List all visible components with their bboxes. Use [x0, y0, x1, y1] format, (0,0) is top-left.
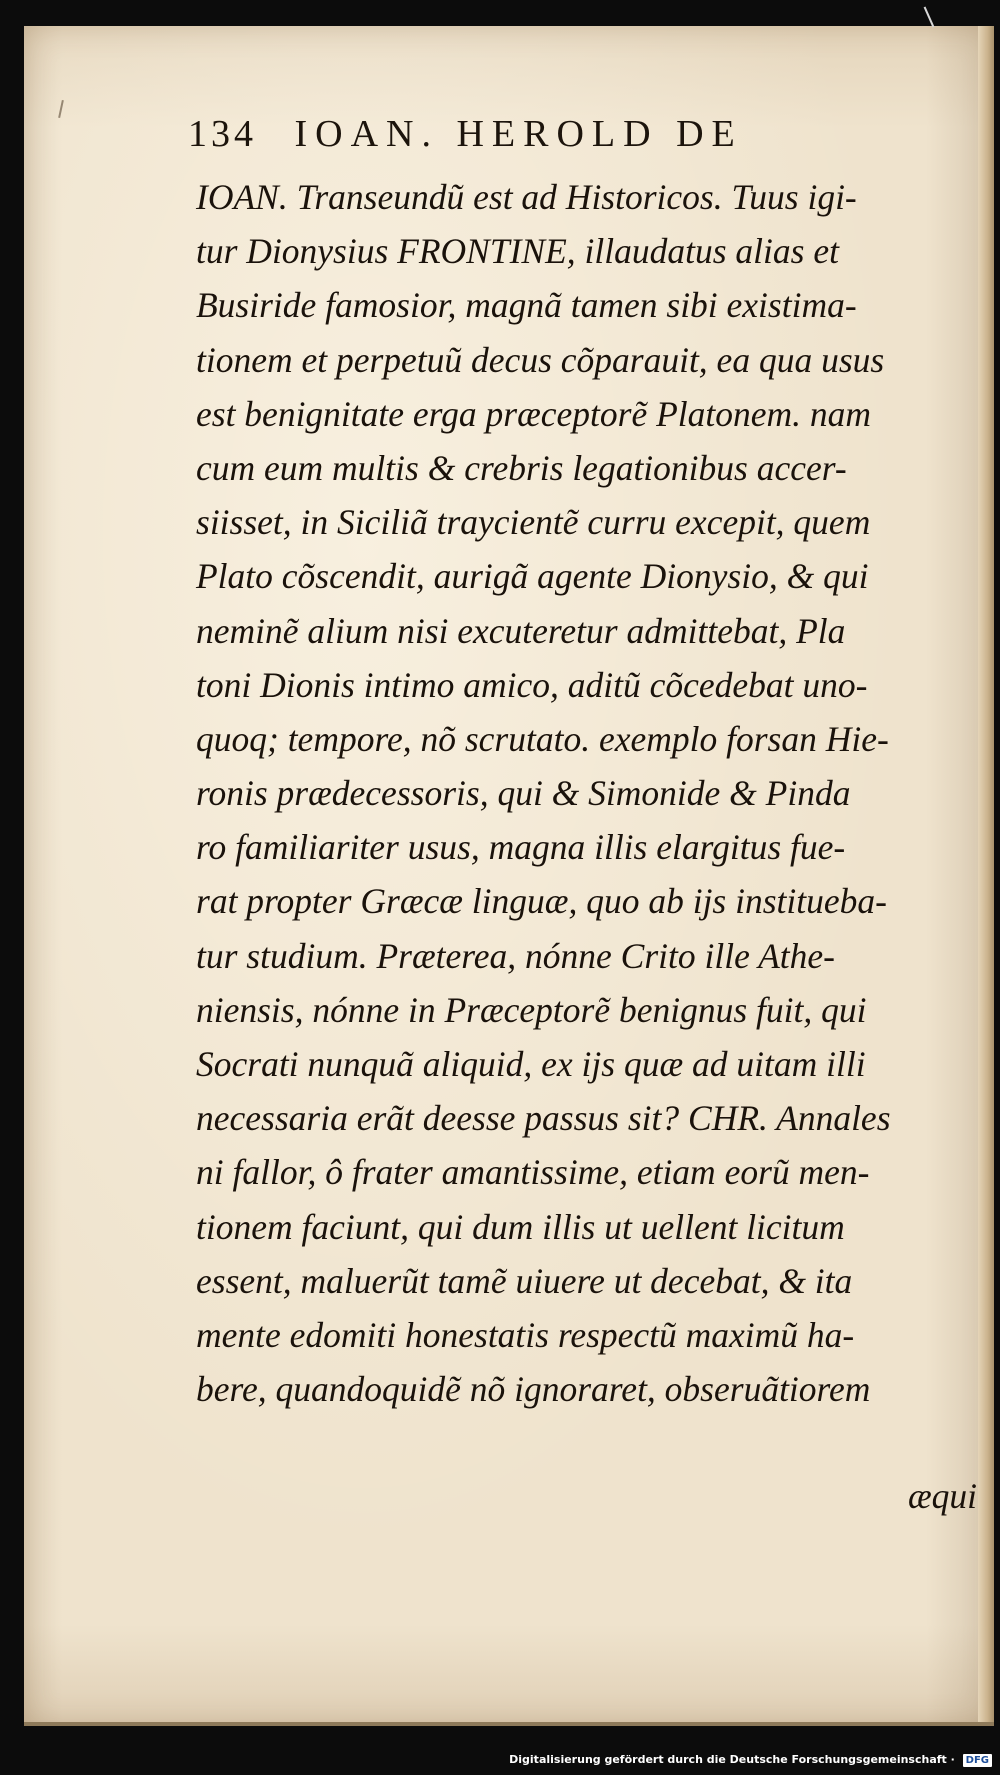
text-line: ro familiariter usus, magna illis elargitus fue-: [196, 827, 846, 868]
text-line: Busiride famosior, magnã tamen sibi existima-: [196, 285, 857, 326]
text-line: IOAN. Transeundũ est ad Historicos. Tuus igi-: [196, 177, 857, 217]
dfg-logo: DFG: [963, 1754, 992, 1767]
text-line: quoq; tempore, nõ scrutato. exemplo forsan Hie-: [196, 718, 889, 759]
text-line: cum eum multis & crebris legationibus accer-: [196, 447, 847, 488]
text-line: bere, quandoquidẽ nõ ignoraret, obseruãtiorem: [196, 1369, 871, 1410]
digitization-credit: [0, 1753, 992, 1767]
text-line: toni Dionis intimo amico, aditũ cõcedebat uno-: [196, 664, 868, 705]
running-head: [188, 112, 888, 160]
page-bottom-edge: [24, 1722, 994, 1726]
text-line: mente edomiti honestatis respectũ maximũ ha-: [196, 1314, 855, 1355]
text-line: est benignitate erga præceptorẽ Platonem. nam: [196, 393, 872, 434]
page-number: 134: [188, 113, 257, 155]
page-edge: [978, 26, 994, 1726]
text-line: tionem et perpetuũ decus cõparauit, ea qua usus: [196, 339, 885, 380]
text-line: tionem faciunt, qui dum illis ut uellent licitum: [196, 1206, 845, 1247]
running-head-title: IOAN. HEROLD DE: [294, 113, 743, 155]
text-line: neminẽ alium nisi excuteretur admittebat, Pla: [196, 610, 846, 651]
text-line: Socrati nunquã aliquid, ex ijs quæ ad uitam illi: [196, 1044, 866, 1084]
text-line: Plato cõscendit, aurigã agente Dionysio, & qui: [196, 556, 869, 597]
text-line: tur Dionysius FRONTINE, illaudatus alias et: [196, 231, 839, 272]
text-line: tur studium. Præterea, nónne Crito ille Athe-: [196, 935, 835, 976]
text-line: necessaria erãt deesse passus sit? CHR. Annales: [196, 1098, 891, 1139]
credit-text: Digitalisierung gefördert durch die Deutsche Forschungsgemeinschaft ·: [509, 1753, 955, 1766]
text-line: rat propter Græcæ linguæ, quo ab ijs instituеba-: [196, 881, 887, 922]
text-line: ronis prædecessoris, qui & Simonide & Pinda: [196, 773, 851, 814]
body-text: [196, 170, 966, 1416]
text-line: siisset, in Siciliã traycientẽ curru excepit, quem: [196, 502, 871, 543]
text-line: essent, maluerũt tamẽ uiuere ut decebat, & ita: [196, 1260, 853, 1301]
catchword: æqui: [908, 1476, 978, 1516]
text-line: ni fallor, ô frater amantissime, etiam eorũ men-: [196, 1152, 870, 1193]
text-line: niensis, nónne in Præceptorẽ benignus fuit, qui: [196, 989, 867, 1030]
